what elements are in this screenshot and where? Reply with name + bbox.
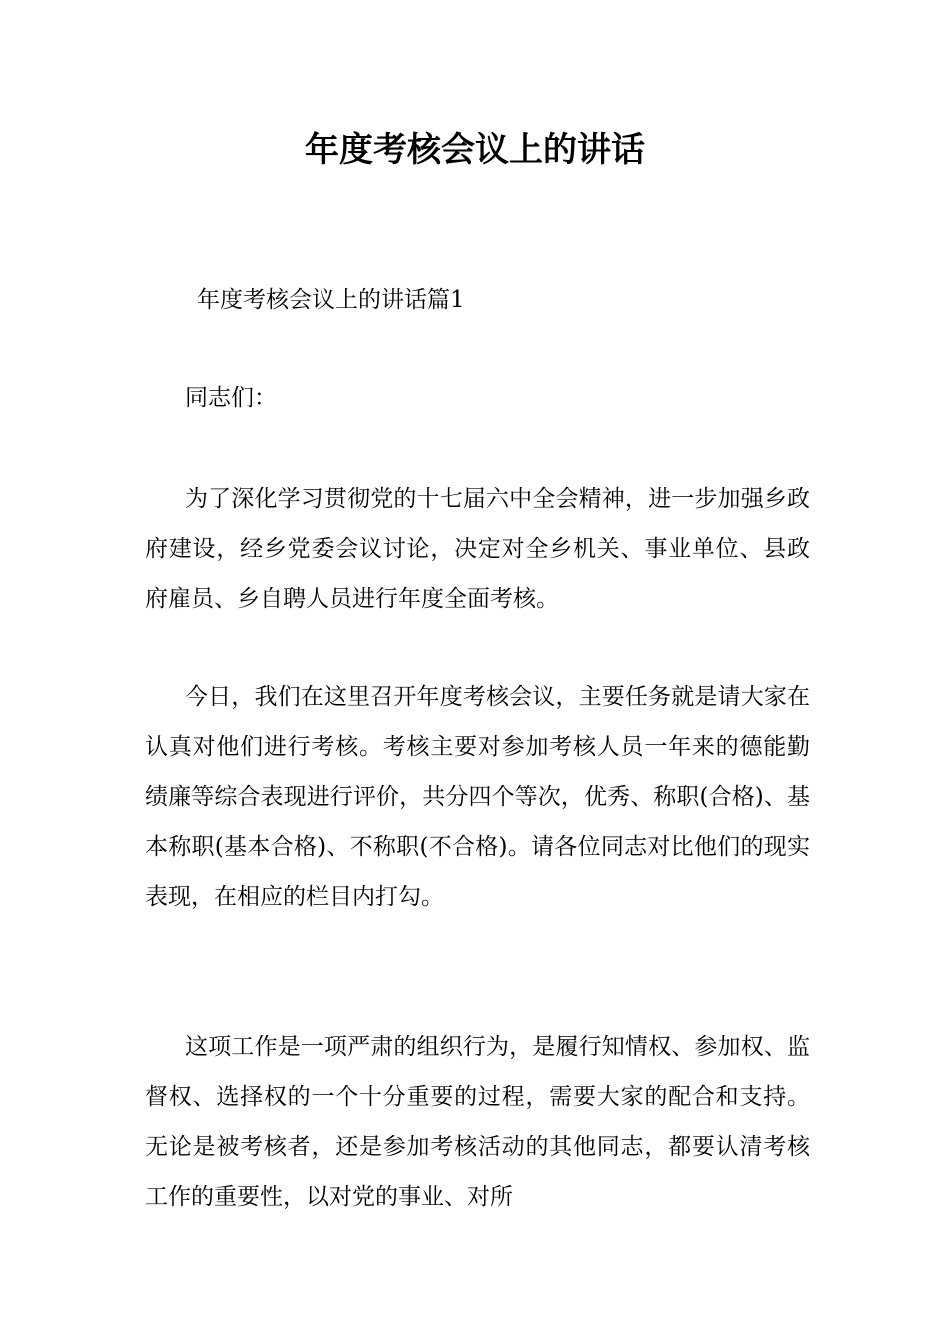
paragraph-3: 这项工作是一项严肃的组织行为，是履行知情权、参加权、监督权、选择权的一个十分重要的过程，需要大家的配合和支持。无论是被考核者，还是参加考核活动的其他同志，都要认清考核工作的重要性，以对党的事业、对所 (145, 1034, 810, 1210)
paragraph-2: 今日，我们在这里召开年度考核会议，主要任务就是请大家在认真对他们进行考核。考核主要对参加考核人员一年来的德能勤绩廉等综合表现进行评价，共分四个等次，优秀、称职(合格)、基本称职(基本合格)、不称职(不合格)。请各位同志对比他们的现实表现，在相应的栏目内打勾。 (145, 684, 810, 910)
section-heading: 年度考核会议上的讲话篇1 (197, 287, 465, 313)
document-title: 年度考核会议上的讲话 (305, 130, 645, 170)
paragraph-1: 为了深化学习贯彻党的十七届六中全会精神，进一步加强乡政府建设，经乡党委会议讨论，决定对全乡机关、事业单位、县政府雇员、乡自聘人员进行年度全面考核。 (145, 486, 810, 612)
salutation: 同志们： (185, 385, 277, 411)
